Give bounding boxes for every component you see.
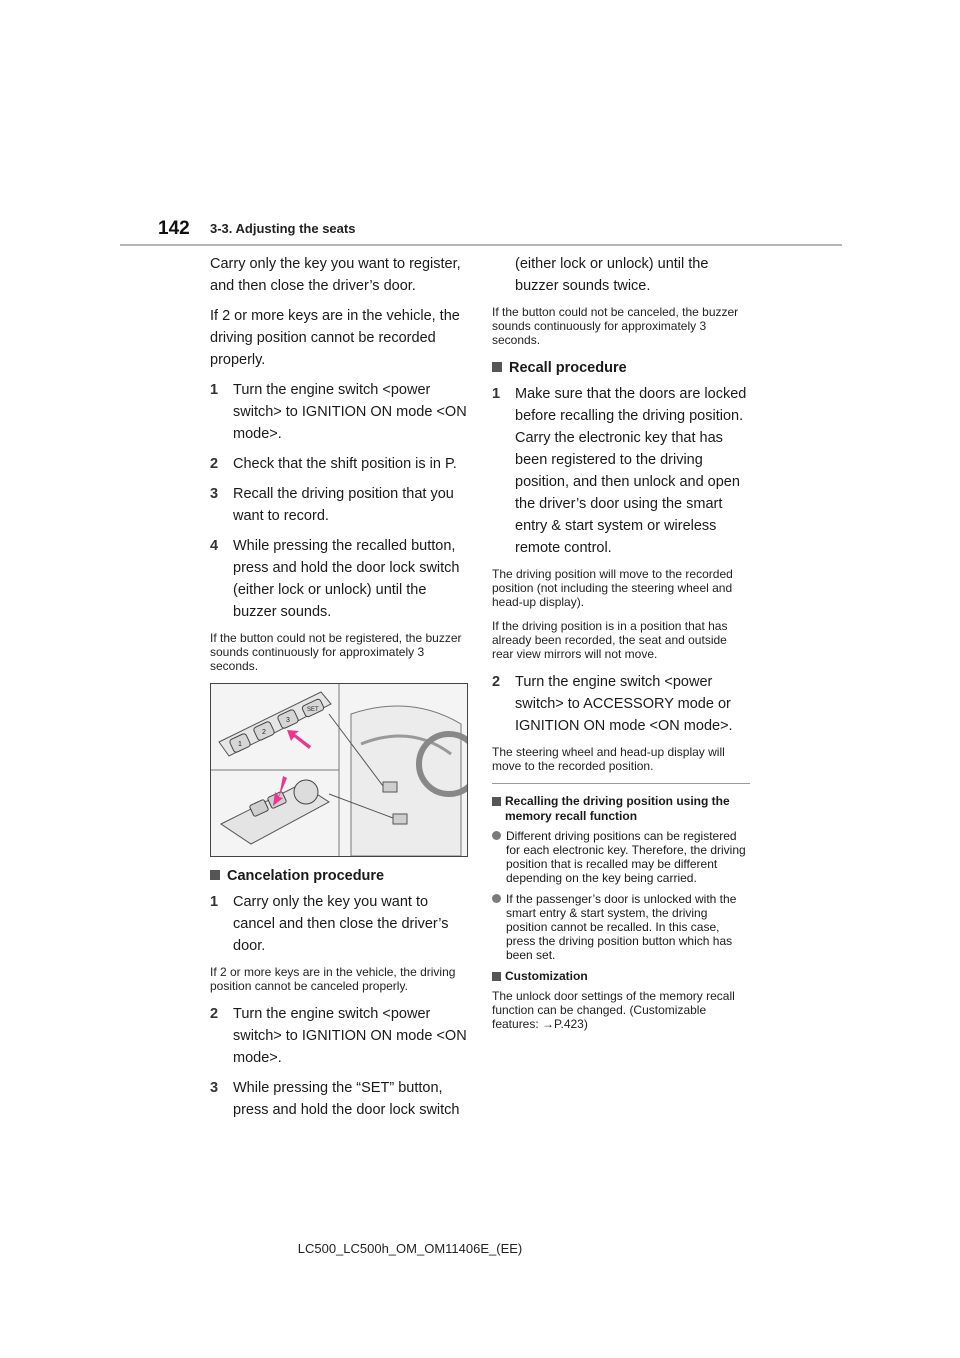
intro-paragraph-2: If 2 or more keys are in the vehicle, the driving position cannot be recorded properly.	[210, 308, 460, 368]
door-switch-location	[383, 782, 397, 792]
step-text: Carry only the key you want to cancel and then close the driver’s door.	[233, 894, 449, 954]
customization-text: The unlock door settings of the memory recall function can be changed. (Customizable features: →P.423)	[492, 989, 735, 1031]
step-text: (either lock or unlock) until the buzzer sounds twice.	[515, 256, 709, 294]
step-number: 2	[492, 674, 501, 690]
step-number: 1	[210, 382, 219, 398]
step-text: Recall the driving position that you want to record.	[233, 486, 454, 524]
recall-heading: Recall procedure	[492, 357, 750, 379]
step-text: While pressing the “SET” button, press and hold the door lock switch	[233, 1080, 460, 1118]
step-number: 2	[210, 456, 219, 472]
register-step-3	[210, 483, 468, 527]
register-step-2	[210, 453, 468, 475]
square-bullet-icon	[492, 362, 502, 372]
cancel-step-3-continued	[492, 253, 750, 297]
section-title: 3-3. Adjusting the seats	[210, 221, 356, 236]
cancel-step-1	[210, 891, 468, 957]
button-2-label: 2	[262, 729, 266, 736]
round-bullet-icon	[492, 831, 501, 840]
round-bullet-icon	[492, 894, 501, 903]
info-heading-customization: Customization	[492, 969, 750, 984]
step-number: 3	[210, 1080, 219, 1096]
step-text: Turn the engine switch <power switch> to ACCESSORY mode or IGNITION ON mode <ON mode>.	[515, 674, 733, 734]
cancel-fail-note: If the button could not be canceled, the buzzer sounds continuously for approximately 3 seconds.	[492, 305, 739, 347]
intro-paragraph-1: Carry only the key you want to register, and then close the driver’s door.	[210, 256, 461, 294]
step-text: Turn the engine switch <power switch> to IGNITION ON mode <ON mode>.	[233, 1006, 467, 1066]
square-bullet-icon	[210, 870, 220, 880]
memory-switch-illustration	[210, 683, 468, 857]
step-text: Make sure that the doors are locked before recalling the driving position. Carry the electronic key that has been registered to the driving position, and then unlock and open the driver’s door using the smart entry & start system or wireless remote control.	[515, 386, 747, 556]
document-footer: LC500_LC500h_OM_OM11406E_(EE)	[297, 1241, 523, 1256]
right-column	[492, 253, 750, 1041]
info-bullet-1: Different driving positions can be registered for each electronic key. Therefore, the driving position that is recalled may be different depending on the key being carried.	[492, 829, 750, 885]
button-1-label: 1	[238, 741, 242, 748]
recall-note-1: The driving position will move to the recorded position (not including the steering wheel and head-up display).	[492, 567, 733, 609]
set-label: SET	[307, 707, 319, 713]
step-number: 1	[210, 894, 219, 910]
interior-view	[351, 706, 461, 856]
recall-step-1	[492, 383, 750, 559]
cancel-heading: Cancelation procedure	[210, 865, 468, 887]
recall-step-2	[492, 671, 750, 737]
left-column	[210, 253, 468, 1129]
page-number: 142	[158, 218, 190, 239]
cancel-step-2	[210, 1003, 468, 1069]
step-number: 1	[492, 386, 501, 402]
step-number: 3	[210, 486, 219, 502]
cancel-note: If 2 or more keys are in the vehicle, the driving position cannot be canceled properly.	[210, 965, 456, 993]
step-text: While pressing the recalled button, press and hold the door lock switch (either lock or unlock) until the buzzer sounds.	[233, 538, 460, 620]
info-heading-recall: Recalling the driving position using the memory recall function	[492, 794, 750, 824]
square-bullet-icon	[492, 972, 501, 981]
lock-switch-location	[393, 814, 407, 824]
header-rule	[120, 244, 842, 246]
step-number: 4	[210, 538, 219, 554]
register-step-1	[210, 379, 468, 445]
step-text: Check that the shift position is in P.	[233, 456, 457, 472]
recall-note-3: The steering wheel and head-up display will move to the recorded position.	[492, 745, 725, 773]
mirror-control-knob	[294, 780, 318, 804]
register-note: If the button could not be registered, the buzzer sounds continuously for approximately 3 seconds.	[210, 631, 462, 673]
step-text: Turn the engine switch <power switch> to IGNITION ON mode <ON mode>.	[233, 382, 467, 442]
section-divider	[492, 783, 750, 784]
page-header	[120, 212, 842, 248]
register-step-4	[210, 535, 468, 623]
cancel-step-3	[210, 1077, 468, 1121]
step-number: 2	[210, 1006, 219, 1022]
recall-note-2: If the driving position is in a position that has already been recorded, the seat and outside rear view mirrors will not move.	[492, 619, 728, 661]
square-bullet-icon	[492, 797, 501, 806]
button-3-label: 3	[286, 717, 290, 724]
info-bullet-2: If the passenger’s door is unlocked with the smart entry & start system, the driving position cannot be recalled. In this case, press the driving position button which has been set.	[492, 892, 750, 962]
